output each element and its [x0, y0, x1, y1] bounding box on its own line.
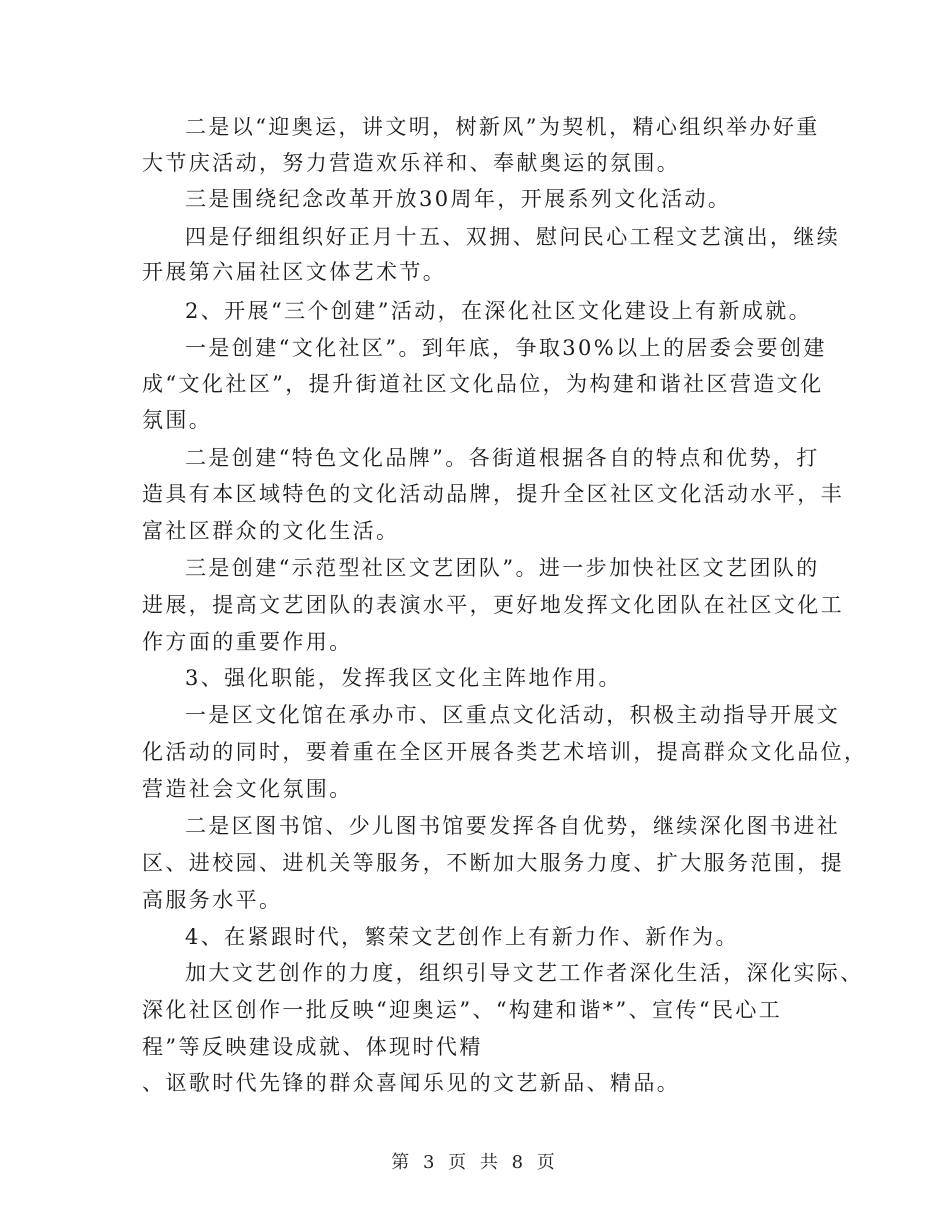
paragraph-line: 区、进校园、进机关等服务，不断加大服务力度、扩大服务范围，提 — [142, 851, 844, 875]
paragraph-line: 程”等反映建设成就、体现时代精 — [142, 1035, 483, 1059]
paragraph-line: 进展，提高文艺团队的表演水平，更好地发挥文化团队在社区文化工 — [142, 593, 844, 617]
paragraph-line: 化活动的同时，要着重在全区开展各类艺术培训，提高群众文化品位， — [142, 740, 868, 764]
section-heading: 4、在紧跟时代，繁荣文艺创作上有新力作、新作为。 — [185, 925, 739, 949]
page-number-footer: 第 3 页 共 8 页 — [391, 1152, 559, 1173]
paragraph-line: 高服务水平。 — [142, 888, 283, 912]
paragraph-line: 一是创建“文化社区”。到年底，争取30%以上的居委会要创建 — [185, 336, 827, 360]
paragraph-line: 四是仔细组织好正月十五、双拥、慰问民心工程文艺演出，继续 — [185, 225, 841, 249]
paragraph-line: 营造社会文化氛围。 — [142, 777, 353, 801]
paragraph-line: 造具有本区域特色的文化活动品牌，提升全区社区文化活动水平，丰 — [142, 482, 844, 506]
section-heading: 2、开展“三个创建”活动，在深化社区文化建设上有新成就。 — [185, 299, 813, 323]
paragraph-line: 二是区图书馆、少儿图书馆要发挥各自优势，继续深化图书进社 — [185, 814, 841, 838]
section-heading: 3、强化职能，发挥我区文化主阵地作用。 — [185, 666, 622, 690]
paragraph-line: 富社区群众的文化生活。 — [142, 519, 400, 543]
paragraph-line: 深化社区创作一批反映“迎奥运”、“构建和谐*”、宣传“民心工 — [142, 998, 783, 1022]
paragraph-line: 一是区文化馆在承办市、区重点文化活动，积极主动指导开展文 — [185, 703, 841, 727]
paragraph-line: 三是创建“示范型社区文艺团队”。进一步加快社区文艺团队的 — [185, 556, 820, 580]
paragraph-line: 、讴歌时代先锋的群众喜闻乐见的文艺新品、精品。 — [142, 1071, 681, 1095]
paragraph-line: 开展第六届社区文体艺术节。 — [142, 260, 447, 284]
paragraph-line: 成“文化社区”，提升街道社区文化品位，为构建和谐社区营造文化 — [142, 372, 824, 396]
paragraph-line: 大节庆活动，努力营造欢乐祥和、奉献奥运的氛围。 — [142, 151, 681, 175]
paragraph-line: 三是围绕纪念改革开放30周年，开展系列文化活动。 — [185, 187, 732, 211]
paragraph-line: 二是以“迎奥运，讲文明，树新风”为契机，精心组织举办好重 — [185, 115, 820, 139]
paragraph-line: 氛围。 — [142, 408, 213, 432]
paragraph-line: 作方面的重要作用。 — [142, 630, 353, 654]
paragraph-line: 二是创建“特色文化品牌”。各街道根据各自的特点和优势，打 — [185, 446, 820, 470]
paragraph-line: 加大文艺创作的力度，组织引导文艺工作者深化生活，深化实际、 — [185, 961, 864, 985]
